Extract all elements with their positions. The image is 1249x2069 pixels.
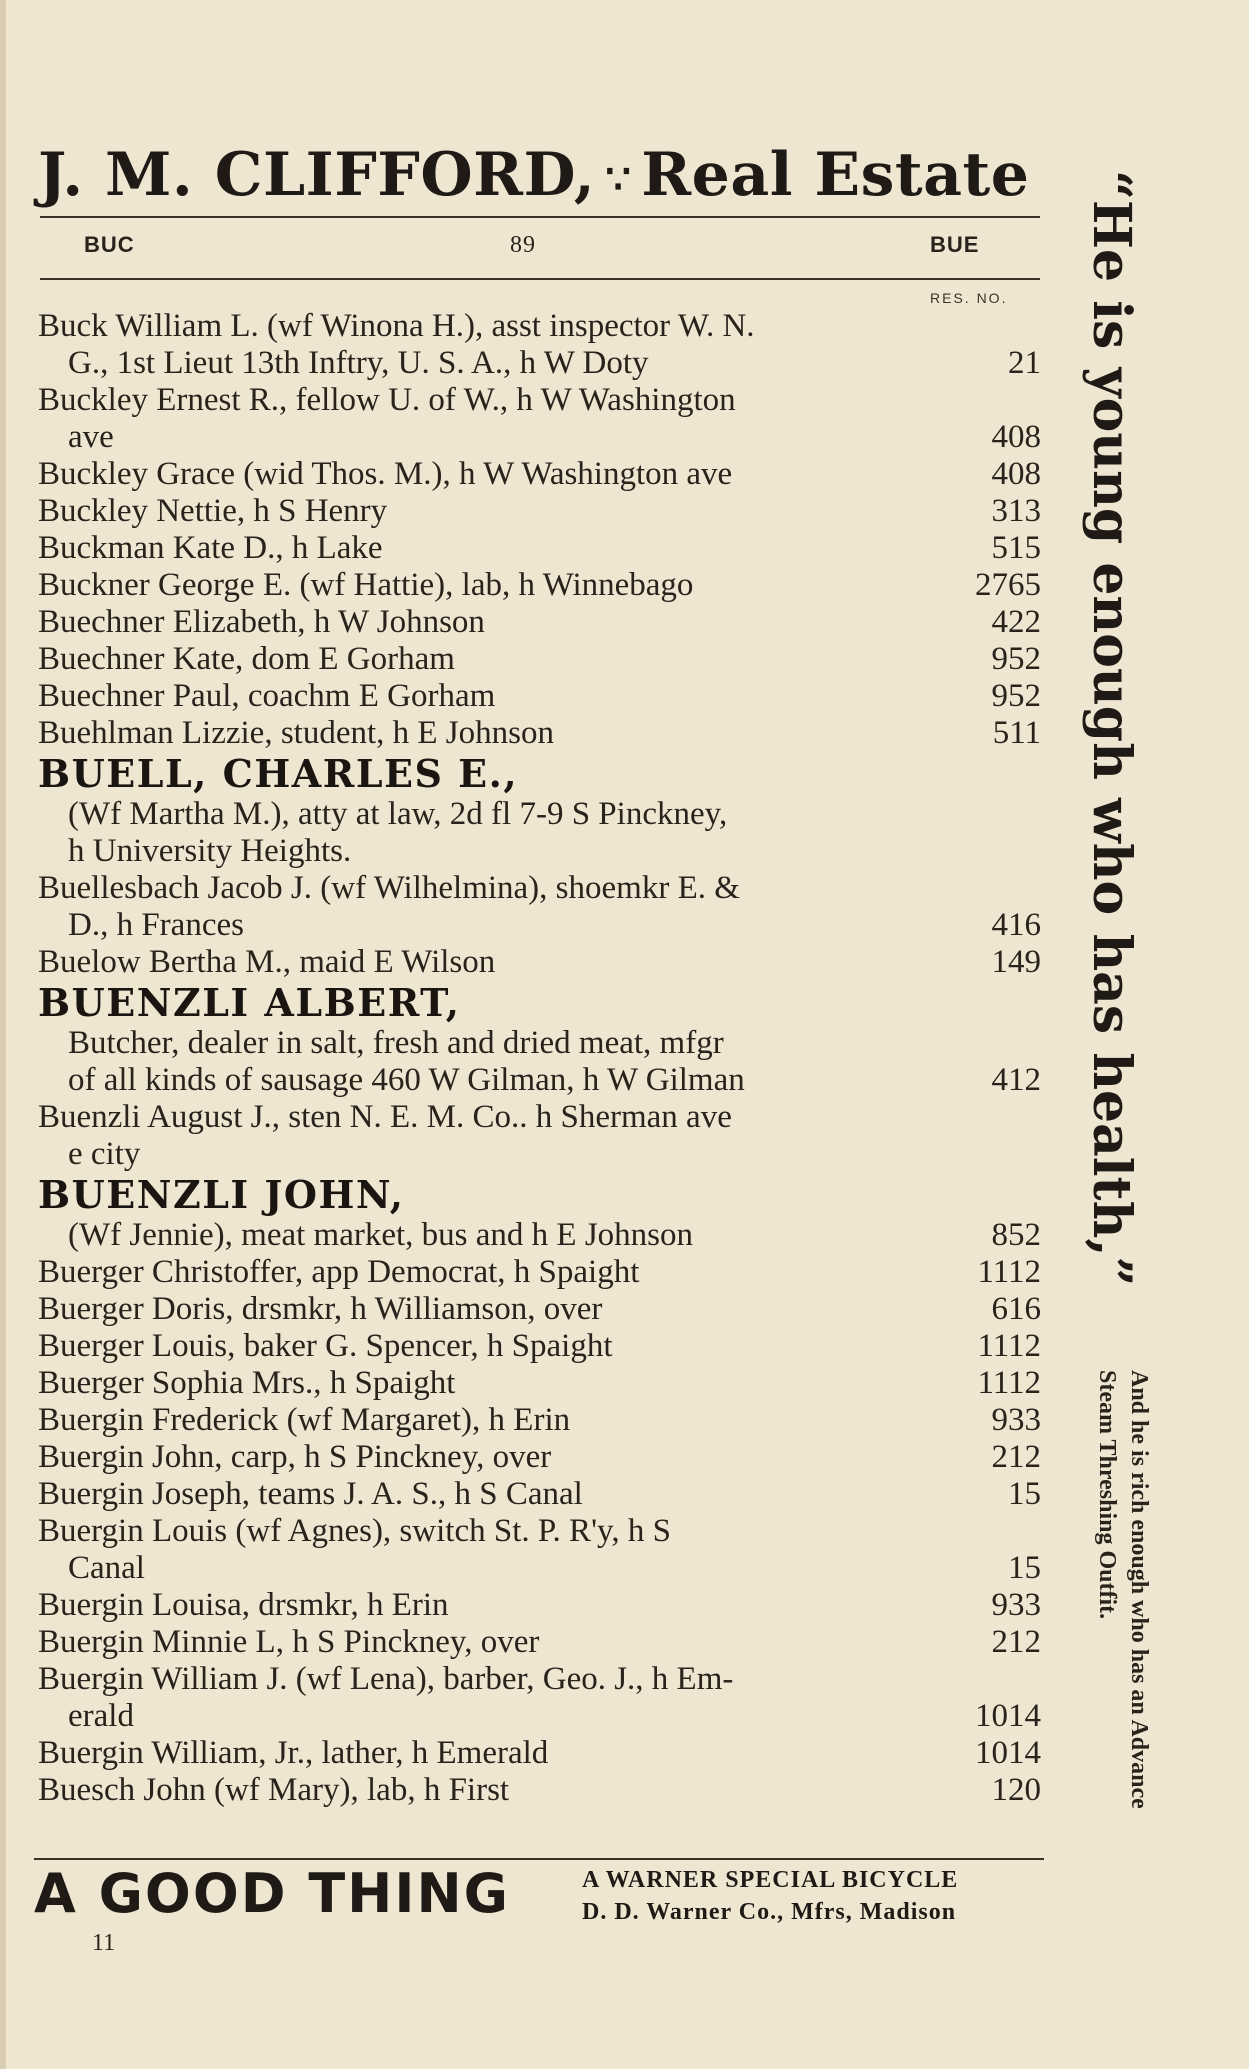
residence-number: 933	[991, 1402, 1041, 1438]
entry-text: e city	[68, 1136, 141, 1172]
entry-text: G., 1st Lieut 13th Inftry, U. S. A., h W Doty	[68, 345, 649, 381]
entry-text: Buergin Joseph, teams J. A. S., h S Canal	[38, 1476, 583, 1512]
list-item	[38, 1328, 1041, 1365]
residence-number: 933	[991, 1587, 1041, 1623]
residence-number: 313	[991, 493, 1041, 529]
residence-number: 616	[991, 1291, 1041, 1327]
entry-text: Buergin William J. (wf Lena), barber, Geo. J., h Em-	[38, 1661, 734, 1697]
residence-number: 952	[991, 678, 1041, 714]
running-head	[40, 232, 1040, 262]
entry-text: (Wf Martha M.), atty at law, 2d fl 7-9 S Pinckney,	[68, 796, 728, 832]
footer-detail	[582, 1864, 958, 1928]
list-item	[38, 419, 1041, 456]
residence-number: 1014	[975, 1698, 1041, 1734]
header-business: Real Estate	[641, 140, 1030, 210]
list-item	[38, 1772, 1041, 1809]
entry-text: Buckley Grace (wid Thos. M.), h W Washington ave	[38, 456, 733, 492]
list-item	[38, 1099, 1041, 1136]
running-head-page-number: 89	[510, 232, 536, 258]
entry-text: erald	[68, 1698, 134, 1734]
entry-text: Canal	[68, 1550, 145, 1586]
list-item	[38, 530, 1041, 567]
entry-text: Buelow Bertha M., maid E Wilson	[38, 944, 496, 980]
header-advertiser: J. M. CLIFFORD,	[38, 140, 596, 210]
running-head-right: BUE	[930, 232, 980, 257]
list-item	[38, 1062, 1041, 1099]
list-item	[38, 567, 1041, 604]
list-item	[38, 1513, 1041, 1550]
residence-number: 149	[991, 944, 1041, 980]
residence-number: 15	[1008, 1550, 1041, 1586]
entry-text: Buergin Louisa, drsmkr, h Erin	[38, 1587, 449, 1623]
residence-number: 212	[991, 1624, 1041, 1660]
page-edge	[0, 0, 6, 2069]
footer-advertisement	[34, 1862, 1044, 1932]
residence-number: 408	[991, 456, 1041, 492]
residence-number: 515	[991, 530, 1041, 566]
list-item	[38, 1291, 1041, 1328]
entry-text: Buenzli August J., sten N. E. M. Co.. h Sherman ave	[38, 1099, 732, 1135]
residence-number: 422	[991, 604, 1041, 640]
footer-line-1: A WARNER SPECIAL BICYCLE	[582, 1867, 959, 1893]
side-ad-line-2: Steam Threshing Outfit.	[1094, 1370, 1120, 1620]
page-number: 11	[92, 1930, 116, 1956]
entry-text: Buckley Nettie, h S Henry	[38, 493, 388, 529]
list-item-bold-heading	[38, 1173, 1041, 1217]
residence-number: 408	[991, 419, 1041, 455]
header-separator: ∵	[605, 156, 632, 203]
list-item-bold-heading	[38, 981, 1041, 1025]
list-item	[38, 1136, 1041, 1173]
entry-text: Buergin William, Jr., lather, h Emerald	[38, 1735, 549, 1771]
list-item	[38, 944, 1041, 981]
list-item	[38, 641, 1041, 678]
entry-text: Buechner Kate, dom E Gorham	[38, 641, 455, 677]
footer-line-2: D. D. Warner Co., Mfrs, Madison	[582, 1899, 957, 1925]
entry-text: Buerger Louis, baker G. Spencer, h Spaight	[38, 1328, 613, 1364]
list-item	[38, 833, 1041, 870]
list-item	[38, 345, 1041, 382]
list-item	[38, 678, 1041, 715]
entry-text: Buckman Kate D., h Lake	[38, 530, 383, 566]
entry-text: Buechner Paul, coachm E Gorham	[38, 678, 496, 714]
residence-number: 511	[992, 715, 1041, 751]
list-item	[38, 1735, 1041, 1772]
residence-number: 21	[1008, 345, 1041, 381]
residence-number: 212	[991, 1439, 1041, 1475]
entry-text: BUELL, CHARLES E.,	[38, 751, 519, 796]
list-item	[38, 1624, 1041, 1661]
residence-number: 1112	[977, 1254, 1041, 1290]
residence-number: 412	[991, 1062, 1041, 1098]
column-label-res-no: RES. NO.	[930, 290, 1008, 306]
list-item	[38, 1402, 1041, 1439]
list-item	[38, 796, 1041, 833]
running-head-left: BUC	[84, 232, 135, 257]
header-advertisement	[38, 140, 1043, 210]
header-rule-top	[40, 216, 1040, 218]
entry-text: (Wf Jennie), meat market, bus and h E Johnson	[68, 1217, 694, 1253]
entry-text: Buerger Christoffer, app Democrat, h Spaight	[38, 1254, 640, 1290]
residence-number: 2765	[975, 567, 1041, 603]
directory-entries	[38, 308, 1041, 1809]
entry-text: Buergin John, carp, h S Pinckney, over	[38, 1439, 552, 1475]
footer-headline: A GOOD THING	[34, 1862, 510, 1925]
list-item-bold-heading	[38, 752, 1041, 796]
entry-text: Buergin Louis (wf Agnes), switch St. P. R'y, h S	[38, 1513, 671, 1549]
entry-text: Buergin Minnie L, h S Pinckney, over	[38, 1624, 540, 1660]
entry-text: D., h Frances	[68, 907, 244, 943]
footer-rule	[34, 1858, 1044, 1860]
entry-text: BUENZLI JOHN,	[38, 1172, 405, 1217]
list-item	[38, 604, 1041, 641]
residence-number: 952	[991, 641, 1041, 677]
residence-number: 1112	[977, 1328, 1041, 1364]
list-item	[38, 1698, 1041, 1735]
list-item	[38, 1254, 1041, 1291]
entry-text: Buerger Doris, drsmkr, h Williamson, over	[38, 1291, 603, 1327]
entry-text: Buck William L. (wf Winona H.), asst inspector W. N.	[38, 308, 755, 344]
list-item	[38, 382, 1041, 419]
list-item	[38, 1476, 1041, 1513]
residence-number: 416	[991, 907, 1041, 943]
entry-text: Buckley Ernest R., fellow U. of W., h W Washington	[38, 382, 736, 418]
entry-text: Butcher, dealer in salt, fresh and dried meat, mfgr	[68, 1025, 724, 1061]
list-item	[38, 1550, 1041, 1587]
list-item	[38, 907, 1041, 944]
list-item	[38, 1217, 1041, 1254]
list-item	[38, 456, 1041, 493]
residence-number: 1014	[975, 1735, 1041, 1771]
entry-text: Buckner George E. (wf Hattie), lab, h Winnebago	[38, 567, 694, 603]
entry-text: of all kinds of sausage 460 W Gilman, h W Gilman	[68, 1062, 745, 1098]
residence-number: 852	[991, 1217, 1041, 1253]
list-item	[38, 1587, 1041, 1624]
entry-text: Buellesbach Jacob J. (wf Wilhelmina), shoemkr E. &	[38, 870, 740, 906]
list-item	[38, 1439, 1041, 1476]
side-ad-line-1: And he is rich enough who has an Advance	[1126, 1370, 1152, 1809]
entry-text: BUENZLI ALBERT,	[38, 980, 461, 1025]
side-advertisement-slogan: “He is young enough who has health,”	[1081, 170, 1142, 1287]
residence-number: 15	[1008, 1476, 1041, 1512]
list-item	[38, 870, 1041, 907]
list-item	[38, 715, 1041, 752]
entry-text: Buerger Sophia Mrs., h Spaight	[38, 1365, 456, 1401]
entry-text: Buehlman Lizzie, student, h E Johnson	[38, 715, 554, 751]
entry-text: ave	[68, 419, 114, 455]
list-item	[38, 1661, 1041, 1698]
residence-number: 1112	[977, 1365, 1041, 1401]
list-item	[38, 308, 1041, 345]
side-advertisement-detail	[1085, 1370, 1155, 1970]
entry-text: Buechner Elizabeth, h W Johnson	[38, 604, 485, 640]
list-item	[38, 493, 1041, 530]
entry-text: Buergin Frederick (wf Margaret), h Erin	[38, 1402, 571, 1438]
residence-number: 120	[991, 1772, 1041, 1808]
entry-text: Buesch John (wf Mary), lab, h First	[38, 1772, 510, 1808]
header-rule-bottom	[40, 278, 1040, 280]
entry-text: h University Heights.	[68, 833, 352, 869]
list-item	[38, 1025, 1041, 1062]
list-item	[38, 1365, 1041, 1402]
